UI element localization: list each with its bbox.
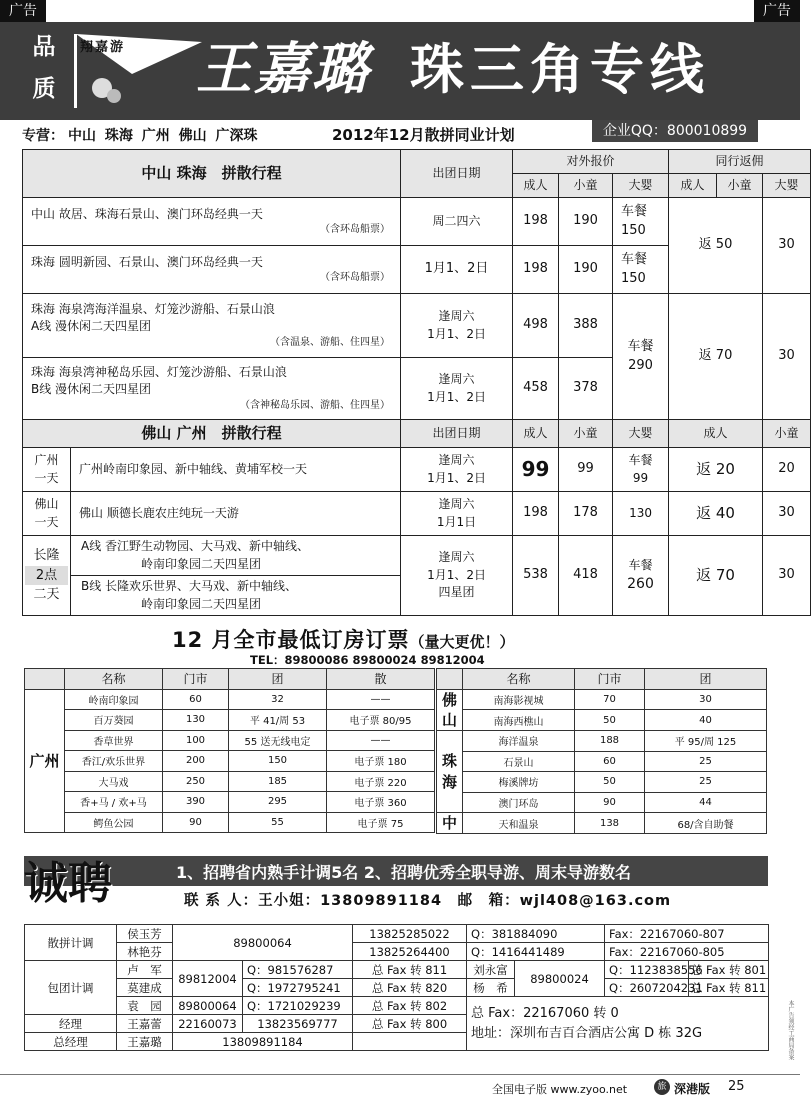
rebate-adult-header: 成人: [669, 174, 717, 198]
region-label: 佛山: [437, 689, 463, 731]
depart-date-2: 1月1、2日: [427, 389, 486, 404]
person-name: 王嘉璐: [117, 1033, 173, 1051]
empty-cell: [353, 1033, 467, 1051]
ad-label-left: 广告: [0, 0, 46, 22]
quality-char-2: 质: [32, 76, 56, 102]
col-group: 团: [645, 669, 767, 690]
cell-name: 天和温泉: [463, 813, 575, 834]
child-price: 378: [559, 358, 613, 420]
adult-price: 498: [513, 294, 559, 358]
rebate-child-header-2: 小童: [763, 420, 811, 448]
infant-price: 车餐 150: [613, 246, 669, 294]
cell-retail: 60: [163, 689, 229, 710]
depart-date-2: 1月1、2日: [427, 470, 486, 485]
cell-individual: ——: [327, 689, 435, 710]
cell-name: 香江/欢乐世界: [65, 751, 163, 772]
date-header: 出团日期: [401, 150, 513, 198]
col-name: 名称: [463, 669, 575, 690]
route-note: （含神秘岛乐园、游船、住四星）: [240, 399, 391, 411]
table-row: [437, 710, 767, 731]
depart-date-2: 1月1、2日: [427, 326, 486, 341]
route-desc: 广州岭南印象园、新中轴线、黄埔军校一天: [71, 448, 401, 492]
table-row: [25, 730, 435, 751]
table-row: [25, 710, 435, 731]
recruit-line1: 1、招聘省内熟手计调5名 2、招聘优秀全职导游、周末导游数名: [176, 863, 631, 882]
qq: Q：1721029239: [243, 997, 353, 1015]
table-row: [23, 492, 811, 536]
plan-title: 2012年12月散拼同业计划: [332, 126, 515, 144]
cell-retail: 90: [163, 812, 229, 833]
cell-group: 25: [645, 772, 767, 793]
table-row: [437, 813, 767, 834]
cell-retail: 130: [163, 710, 229, 731]
depart-date-2: 1月1、2日: [427, 567, 486, 582]
total-fax: 总 Fax：22167060 转 0: [471, 1006, 619, 1021]
cell-group: 平 95/周 125: [645, 731, 767, 752]
role-baotuan: 包团计调: [25, 961, 117, 1015]
cell-retail: 138: [575, 813, 645, 834]
cell-name: 大马戏: [65, 771, 163, 792]
infant-price-2: 99: [632, 470, 649, 485]
route-desc: B线 长隆欢乐世界、大马戏、新中轴线、: [81, 579, 298, 594]
region-label-3: 二天: [33, 587, 60, 603]
rebate-child: 30: [763, 492, 811, 536]
person-name: 杨 希: [467, 979, 515, 997]
quality-char-1: 品: [32, 34, 56, 60]
cell-retail: 50: [575, 772, 645, 793]
person-name: 王嘉蕾: [117, 1015, 173, 1033]
qq: Q：981576287: [243, 961, 353, 979]
rebate-infant-header: 大婴: [763, 174, 811, 198]
enterprise-qq: 企业QQ：800010899: [592, 120, 758, 142]
cell-retail: 90: [575, 792, 645, 813]
role-sanpin: 散拼计调: [25, 925, 117, 961]
brand-name: 王嘉璐: [196, 37, 370, 102]
cell-group: 44: [645, 792, 767, 813]
page-number: 25: [728, 1079, 745, 1094]
route-note: （含温泉、游船、住四星）: [270, 336, 391, 348]
cell-name: 石景山: [463, 751, 575, 772]
route-desc: 珠海 海泉湾海洋温泉、灯笼沙游船、石景山浪: [31, 301, 275, 316]
cell-retail: 70: [575, 689, 645, 710]
cell-retail: 390: [163, 792, 229, 813]
route-desc-line2: A线 漫休闲二天四星团: [31, 319, 152, 334]
table-row: [437, 751, 767, 772]
booking-note: （量大更优！）: [409, 633, 515, 651]
line-title: 珠三角专线: [410, 38, 710, 101]
side-note: 本广告须经工商局备案: [787, 1000, 794, 1060]
depart-date-2: 1月1日: [436, 514, 477, 529]
table-row: [437, 792, 767, 813]
cell-name: 岭南印象园: [65, 689, 163, 710]
col-group: 团: [229, 669, 327, 690]
recruit-big: 诚聘: [24, 858, 112, 909]
ticket-table-left: [24, 668, 435, 833]
office-tel: 89800064: [173, 997, 243, 1015]
child-price: 388: [559, 294, 613, 358]
rebate-adult: 返 50: [669, 198, 763, 294]
region-label: 长隆: [33, 548, 60, 564]
quality-badge: [20, 26, 68, 114]
child-price: 178: [559, 492, 613, 536]
col-retail: 门市: [163, 669, 229, 690]
qq: Q：1972795241: [243, 979, 353, 997]
cell-group: 150: [229, 751, 327, 772]
peer-rebate-header: 同行返佣: [669, 150, 811, 174]
cell-retail: 50: [575, 710, 645, 731]
cell-retail: 100: [163, 730, 229, 751]
fax: Fax：22167060-807: [605, 925, 769, 943]
footer-edition: 深港版: [674, 1082, 711, 1096]
rebate-child: 30: [763, 294, 811, 420]
cell-group: 平 41/周 53: [229, 710, 327, 731]
cell-individual: 电子票 80/95: [327, 710, 435, 731]
cell-name: 香+马 / 欢+马: [65, 792, 163, 813]
region-label-2: 一天: [34, 470, 59, 485]
person-name: 卢 军: [117, 961, 173, 979]
infant-price: 车餐: [628, 557, 653, 572]
col-name: 名称: [65, 669, 163, 690]
table-row: [23, 448, 811, 492]
child-price: 190: [559, 198, 613, 246]
infant-price: 130: [613, 492, 669, 536]
fax: Fax：22167060-805: [605, 943, 769, 961]
region-label: 中: [437, 813, 463, 834]
address: 地址：深圳布吉百合酒店公寓 D 栋 32G: [471, 1025, 703, 1041]
rebate-child-header: 小童: [717, 174, 763, 198]
region-label-2: 一天: [34, 514, 59, 529]
person-name: 林艳芬: [117, 943, 173, 961]
depart-date: 逢周六: [438, 309, 475, 324]
rebate-adult: 返 20: [669, 448, 763, 492]
table-row: [23, 294, 811, 358]
rebate-child: 20: [763, 448, 811, 492]
cell-group: 30: [645, 689, 767, 710]
cell-group: 295: [229, 792, 327, 813]
section2-title: 佛山 广州 拼散行程: [23, 420, 401, 448]
route-desc: 中山 故居、珠海石景山、澳门环岛经典一天: [31, 206, 263, 221]
cell-name: 澳门环岛: [463, 792, 575, 813]
public-price-header: 对外报价: [513, 150, 669, 174]
infant-header: 大婴: [613, 174, 669, 198]
route-desc: 珠海 圆明新园、石景山、澳门环岛经典一天: [31, 254, 263, 269]
qq: Q：1416441489: [467, 943, 605, 961]
date-header-2: 出团日期: [401, 420, 513, 448]
cell-individual: ——: [327, 730, 435, 751]
person-name: 袁 园: [117, 997, 173, 1015]
infant-header-2: 大婴: [613, 420, 669, 448]
adult-price: 198: [513, 492, 559, 536]
section1-title: 中山 珠海 拼散行程: [23, 150, 401, 198]
footer-site: 全国电子版 www.zyoo.net: [492, 1083, 628, 1096]
route-desc: 佛山 顺德长鹿农庄纯玩一天游: [71, 492, 401, 536]
route-desc: A线 香江野生动物园、大马戏、新中轴线、: [81, 539, 310, 554]
rebate-adult: 返 40: [669, 492, 763, 536]
cell-name: 梅溪牌坊: [463, 772, 575, 793]
cell-name: 鳄鱼公园: [65, 812, 163, 833]
table-row: [437, 731, 767, 752]
ad-label-right: 广告: [754, 0, 800, 22]
cell-group: 185: [229, 771, 327, 792]
office-tel: 89812004: [173, 961, 243, 997]
person-name: 侯玉芳: [117, 925, 173, 943]
ticket-table-right: [436, 668, 767, 834]
cell-group: 32: [229, 689, 327, 710]
adult-header: 成人: [513, 174, 559, 198]
depart-date: 1月1、2日: [401, 246, 513, 294]
region-label: 广州: [34, 453, 59, 468]
mobile: 13825264400: [353, 943, 467, 961]
rebate-child: 30: [763, 536, 811, 616]
sub-areas: 中山 珠海 广州 佛山 广深珠: [68, 128, 258, 144]
region-label-2: 2点: [25, 566, 68, 586]
region-label: 佛山: [34, 497, 59, 512]
booking-title-main: 12 月全市最低订房订票: [172, 628, 410, 652]
qq: Q：1123838556: [605, 961, 689, 979]
infant-price-2: 260: [627, 576, 654, 593]
tour-table: [22, 149, 811, 616]
cell-group: 68/含自助餐: [645, 813, 767, 834]
depart-date: 逢周六: [438, 372, 475, 387]
col-blank: [437, 669, 463, 690]
adult-price: 538: [513, 536, 559, 616]
depart-date-3: 四星团: [438, 585, 475, 600]
cell-group: 25: [645, 751, 767, 772]
cell-name: 南海影视城: [463, 689, 575, 710]
person-name: 莫建成: [117, 979, 173, 997]
cell-name: 南海西樵山: [463, 710, 575, 731]
col-blank: [25, 669, 65, 690]
fax: 总 Fax 转 801: [689, 961, 769, 979]
infant-price: 车餐 150: [613, 198, 669, 246]
booking-title: [172, 624, 515, 654]
depart-date: 逢周六: [438, 497, 475, 512]
table-row: [25, 751, 435, 772]
cell-retail: 250: [163, 771, 229, 792]
cell-retail: 200: [163, 751, 229, 772]
region-label: 珠海: [437, 731, 463, 813]
child-header-2: 小童: [559, 420, 613, 448]
cell-individual: 电子票 360: [327, 792, 435, 813]
cell-name: 百万葵园: [65, 710, 163, 731]
col-individual: 散: [327, 669, 435, 690]
adult-header-2: 成人: [513, 420, 559, 448]
cell-name: 海洋温泉: [463, 731, 575, 752]
infant-price: 车餐: [628, 453, 653, 468]
mobile: 13825285022: [353, 925, 467, 943]
mobile: 13823569777: [243, 1015, 353, 1033]
route-desc-line2: 岭南印象园二天四星团: [141, 556, 262, 571]
adult-price: 198: [513, 198, 559, 246]
route-desc-line2: 岭南印象园二天四星团: [141, 596, 262, 611]
route-note: （含环岛船票）: [320, 271, 391, 283]
contact-table: [24, 924, 769, 1051]
region-label: 广州: [25, 689, 65, 833]
office-tel: 22160073: [173, 1015, 243, 1033]
cell-individual: 电子票 75: [327, 812, 435, 833]
person-name: 刘永富: [467, 961, 515, 979]
rebate-adult: 返 70: [669, 294, 763, 420]
child-header: 小童: [559, 174, 613, 198]
cell-name: 香草世界: [65, 730, 163, 751]
role-gm: 总经理: [25, 1033, 117, 1051]
role-manager: 经理: [25, 1015, 117, 1033]
table-row: [437, 689, 767, 710]
cell-group: 40: [645, 710, 767, 731]
depart-date: 逢周六: [438, 453, 475, 468]
adult-price: 458: [513, 358, 559, 420]
qq: Q：381884090: [467, 925, 605, 943]
infant-price: 车餐 290: [613, 294, 669, 420]
adult-price: 99: [513, 448, 559, 492]
qq: Q：2607204231: [605, 979, 689, 997]
table-row: [23, 198, 811, 246]
sub-label: 专营：: [22, 128, 64, 144]
flag-text: 翔嘉游: [80, 40, 126, 55]
rebate-adult: 返 70: [669, 536, 763, 616]
depart-date: 逢周六: [438, 550, 475, 565]
footer-rule: [0, 1074, 800, 1075]
fax: 总 Fax 转 800: [353, 1015, 467, 1033]
table-row: [25, 689, 435, 710]
rebate-adult-header-2: 成人: [669, 420, 763, 448]
mobile: 13809891184: [173, 1033, 353, 1051]
office-tel: 89800024: [515, 961, 605, 997]
fax: 总 Fax 转 811: [353, 961, 467, 979]
cell-group: 55 送无线电定: [229, 730, 327, 751]
cell-retail: 60: [575, 751, 645, 772]
recruit-line2: 联 系 人：王小姐：13809891184 邮 箱：wjl408@163.com: [184, 893, 672, 909]
footer-logo-icon: 旅: [654, 1079, 670, 1095]
table-row: [25, 792, 435, 813]
fax: 总 Fax 转 811: [689, 979, 769, 997]
cell-individual: 电子票 220: [327, 771, 435, 792]
depart-date: 周二四六: [401, 198, 513, 246]
table-row: [25, 771, 435, 792]
col-retail: 门市: [575, 669, 645, 690]
cell-retail: 188: [575, 731, 645, 752]
table-row: [23, 536, 811, 576]
cell-individual: 电子票 180: [327, 751, 435, 772]
booking-tel: TEL：89800086 89800024 89812004: [250, 653, 485, 667]
office-tel: 89800064: [173, 925, 353, 961]
rebate-child: 30: [763, 198, 811, 294]
route-desc: 珠海 海泉湾神秘岛乐园、灯笼沙游船、石景山浪: [31, 364, 287, 379]
table-row: [437, 772, 767, 793]
child-price: 99: [559, 448, 613, 492]
child-price: 190: [559, 246, 613, 294]
fax: 总 Fax 转 820: [353, 979, 467, 997]
cell-group: 55: [229, 812, 327, 833]
route-desc-line2: B线 漫休闲二天四星团: [31, 382, 152, 397]
child-price: 418: [559, 536, 613, 616]
adult-price: 198: [513, 246, 559, 294]
fax: 总 Fax 转 802: [353, 997, 467, 1015]
table-row: [25, 812, 435, 833]
route-note: （含环岛船票）: [320, 223, 391, 235]
